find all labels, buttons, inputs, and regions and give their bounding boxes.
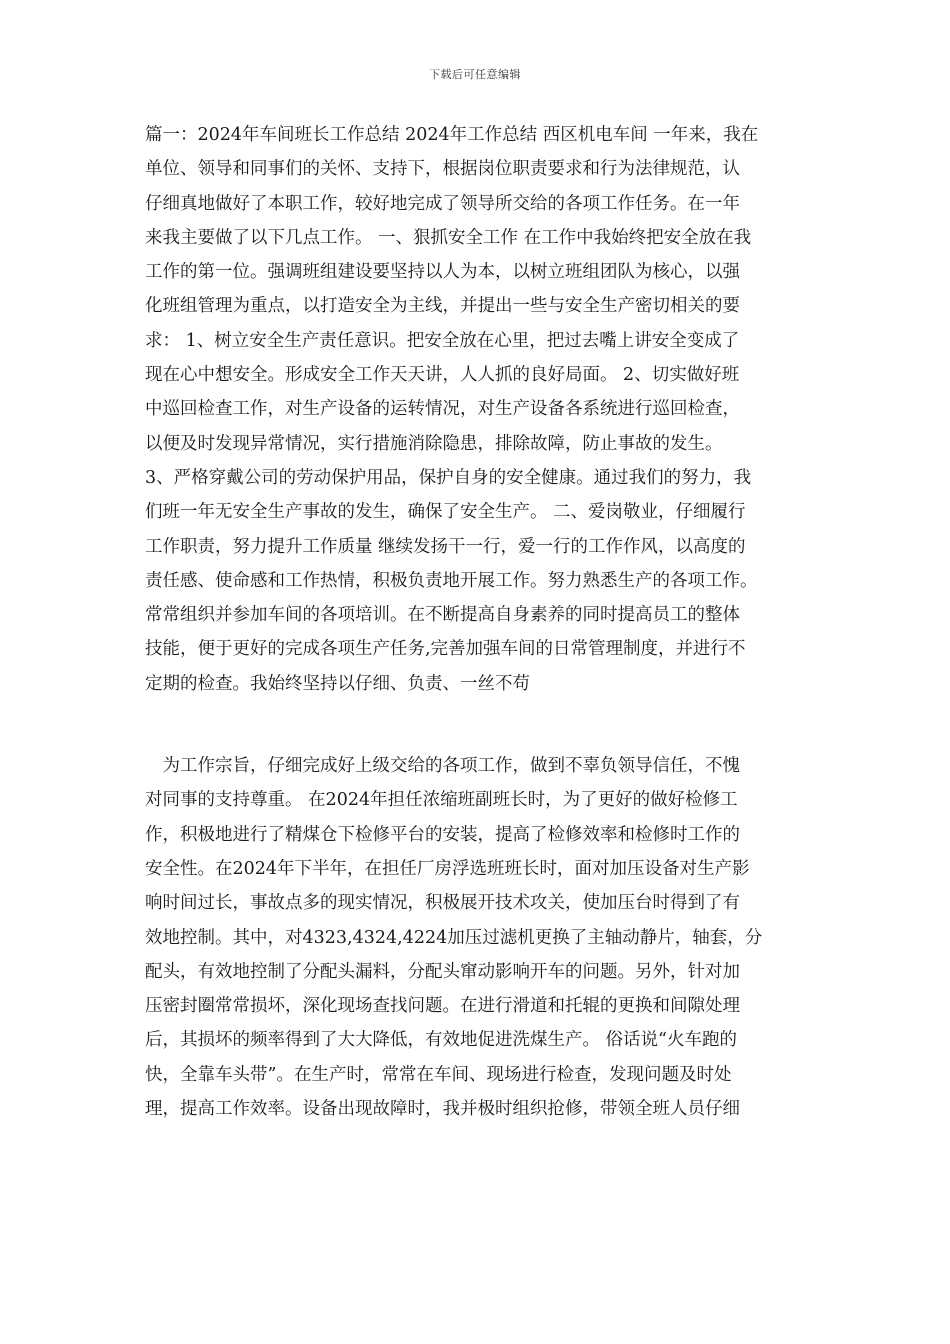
paragraph-1 (145, 118, 810, 701)
text-line: 配头，有效地控制了分配头漏料，分配头窜动影响开车的问题。另外，针对加 (145, 961, 740, 982)
text-line: 求： 1、树立安全生产责任意识。把安全放在心里，把过去嘴上讲安全变成了 (145, 330, 740, 351)
text-line: 工作职责，努力提升工作质量 继续发扬干一行，爱一行的工作作风，以高度的 (145, 536, 746, 557)
text-line: 仔细真地做好了本职工作，较好地完成了领导所交给的各项工作任务。在一年 (145, 193, 740, 214)
text-line: 们班一年无安全生产事故的发生，确保了安全生产。 二、爱岗敬业，仔细履行 (145, 502, 746, 523)
text-line: 篇一：2024年车间班长工作总结 2024年工作总结 西区机电车间 一年来，我在 (145, 125, 759, 145)
text-line: 快，全靠车头带”。在生产时，常常在车间、现场进行检查，发现问题及时处 (145, 1064, 732, 1085)
text-line: 为工作宗旨，仔细完成好上级交给的各项工作，做到不辜负领导信任，不愧 (145, 756, 740, 777)
paragraph-2 (145, 749, 810, 1126)
text-line: 以便及时发现异常情况，实行措施消除隐患，排除故障，防止事故的发生。 (145, 433, 723, 454)
document-body (145, 118, 810, 1126)
text-line: 责任感、使命感和工作热情，积极负责地开展工作。努力熟悉生产的各项工作。 (145, 570, 758, 591)
text-line: 效地控制。其中，对4323,4324,4224加压过滤机更换了主轴动静片，轴套，分 (145, 927, 763, 948)
text-line: 现在心中想安全。形成安全工作天天讲，人人抓的良好局面。 2、切实做好班 (145, 365, 740, 386)
text-line: 安全性。在2024年下半年，在担任厂房浮选班班长时，面对加压设备对生产影 (145, 858, 750, 879)
text-line: 中巡回检查工作，对生产设备的运转情况，对生产设备各系统进行巡回检查， (145, 399, 740, 420)
text-line: 定期的检查。我始终坚持以仔细、负责、一丝不苟 (145, 673, 530, 694)
text-line: 响时间过长，事故点多的现实情况，积极展开技术攻关，使加压台时得到了有 (145, 893, 740, 914)
text-line: 工作的第一位。强调班组建设要坚持以人为本，以树立班组团队为核心，以强 (145, 262, 740, 283)
paragraph-gap (145, 701, 810, 749)
text-line: 3、严格穿戴公司的劳动保护用品，保护自身的安全健康。通过我们的努力，我 (145, 467, 752, 488)
text-line: 技能，便于更好的完成各项生产任务,完善加强车间的日常管理制度，并进行不 (145, 639, 746, 660)
text-line: 来我主要做了以下几点工作。 一、狠抓安全工作 在工作中我始终把安全放在我 (145, 227, 752, 248)
text-line: 作，积极地进行了精煤仓下检修平台的安装，提高了检修效率和检修时工作的 (145, 824, 740, 845)
text-line: 化班组管理为重点，以打造安全为主线，并提出一些与安全生产密切相关的要 (145, 296, 740, 317)
text-line: 单位、领导和同事们的关怀、支持下，根据岗位职责要求和行为法律规范，认 (145, 159, 740, 180)
text-line: 对同事的支持尊重。 在2024年担任浓缩班副班长时，为了更好的做好检修工 (145, 790, 738, 811)
text-line: 理，提高工作效率。设备出现故障时，我并极时组织抢修，带领全班人员仔细 (145, 1099, 740, 1120)
text-line: 压密封圈常常损坏，深化现场查找问题。在进行滑道和托辊的更换和间隙处理 (145, 996, 740, 1017)
text-line: 后，其损坏的频率得到了大大降低，有效地促进洗煤生产。 俗话说“火车跑的 (145, 1030, 738, 1051)
page-header: 下载后可任意编辑 (429, 68, 521, 81)
text-line: 常常组织并参加车间的各项培训。在不断提高自身素养的同时提高员工的整体 (145, 605, 740, 626)
